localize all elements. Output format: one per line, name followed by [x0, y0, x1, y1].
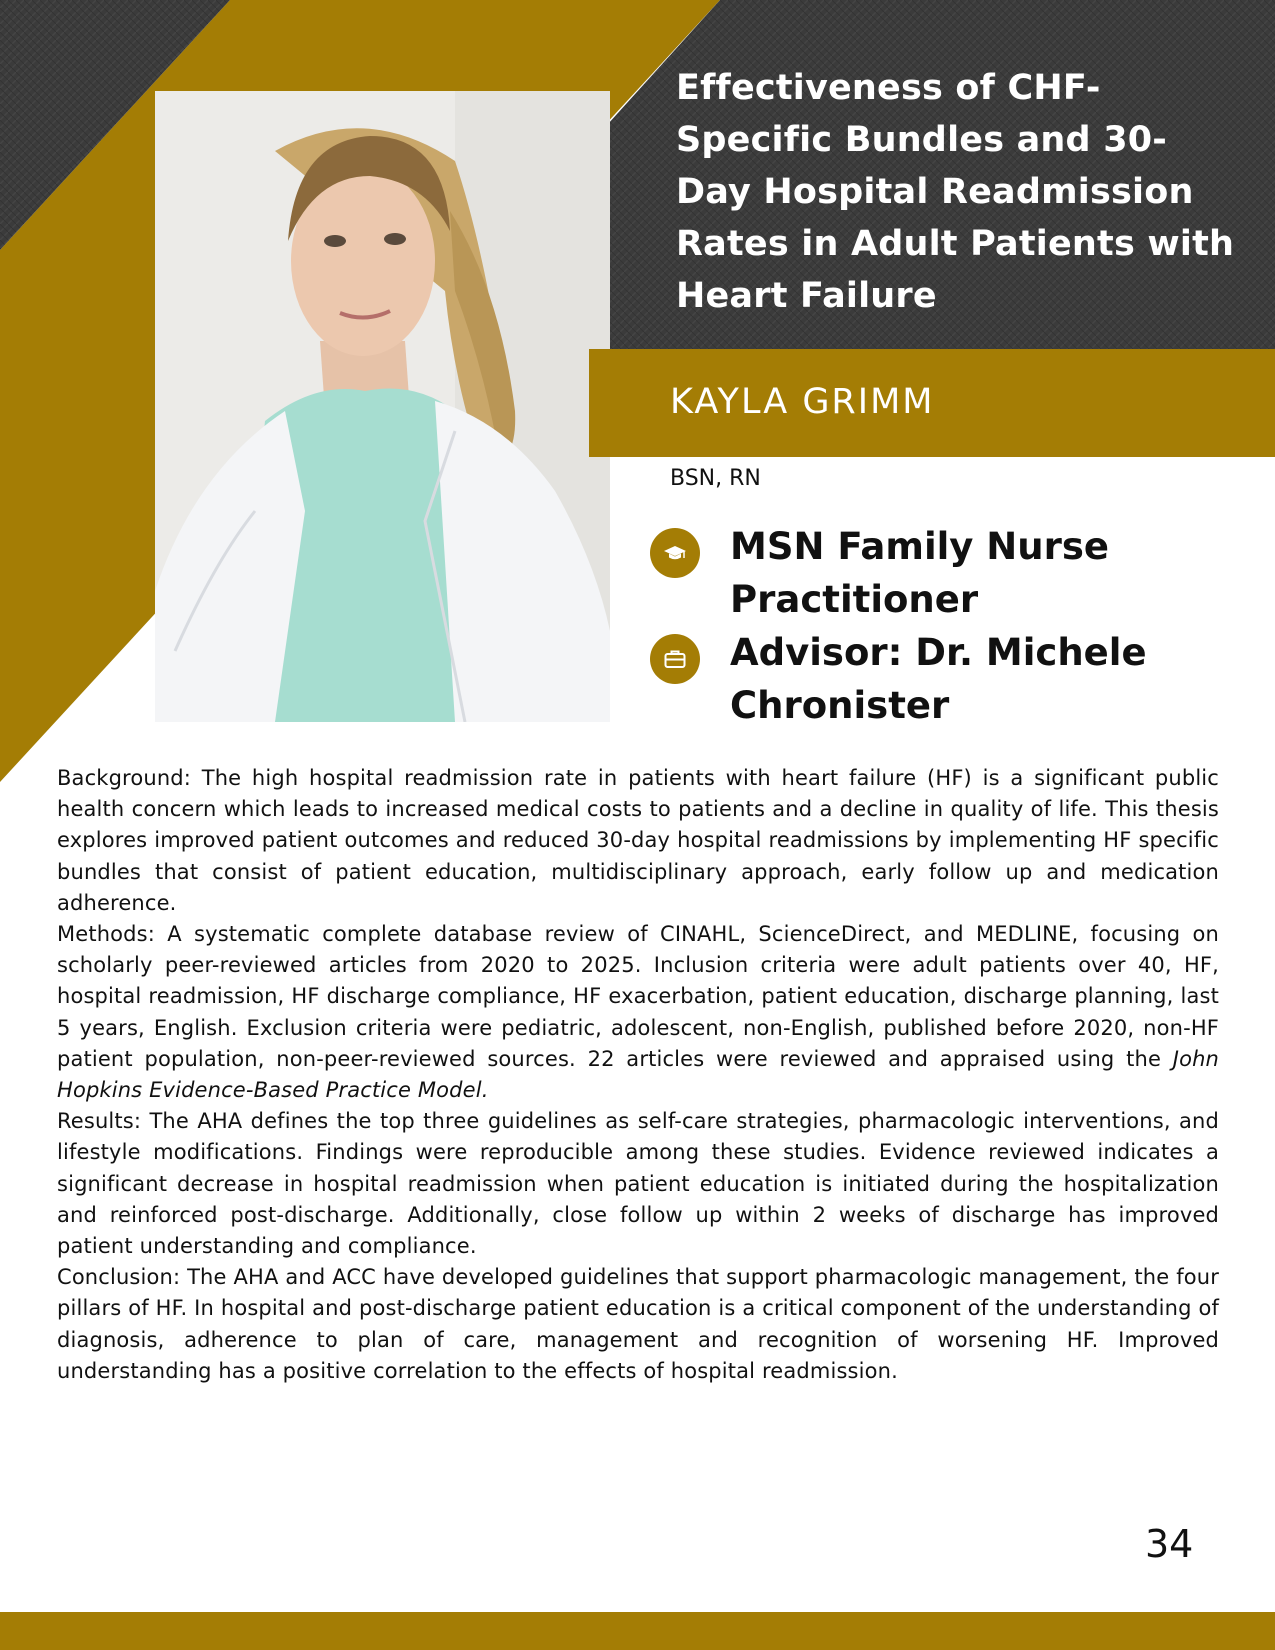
abstract-conclusion: Conclusion: The AHA and ACC have developed guidelines that support pharmacologic management, the four pillars of HF. In hospital and post-discharge patient education is a critical component of the understanding of diagnosis, adherence to plan of care, management and recognition of worsening HF. Improved understanding has a positive correlation to the effects of hospital readmission. [57, 1265, 1219, 1383]
graduation-cap-icon [650, 528, 700, 578]
advisor-row [650, 626, 1250, 732]
credentials: BSN, RN [670, 466, 761, 491]
advisor-text: Advisor: Dr. Michele Chronister [730, 631, 1147, 727]
abstract [57, 763, 1219, 1387]
page-number: 34 [1145, 1522, 1194, 1566]
degree-row [650, 520, 1250, 626]
portrait-photo [155, 91, 610, 722]
degree-text: MSN Family Nurse Practitioner [730, 525, 1109, 621]
poster-title: Effectiveness of CHF-Specific Bundles and 30-Day Hospital Readmission Rates in Adult Patients with Heart Failure [676, 68, 1235, 316]
abstract-methods-text: Methods: A systematic complete database review of CINAHL, ScienceDirect, and MEDLINE, focusing on scholarly peer-reviewed articles from 2020 to 2025. Inclusion criteria were adult patients over 40, HF, hospital readmission, HF discharge compliance, HF exacerbation, patient education, discharge planning, last 5 years, English. Exclusion criteria were pediatric, adolescent, non-English, published before 2020, non-HF patient population, non-peer-reviewed sources. 22 articles were reviewed and appraised using the [57, 922, 1219, 1071]
abstract-results: Results: The AHA defines the top three guidelines as self-care strategies, pharmacologic interventions, and lifestyle modifications. Findings were reproducible among these studies. Evidence reviewed indicates a significant decrease in hospital readmission when patient education is initiated during the hospitalization and reinforced post-discharge. Additionally, close follow up within 2 weeks of discharge has improved patient understanding and compliance. [57, 1109, 1219, 1259]
name-banner [589, 349, 1275, 457]
briefcase-icon [650, 634, 700, 684]
abstract-methods-model: John Hopkins Evidence-Based Practice Model. [57, 1046, 1219, 1103]
abstract-background: Background: The high hospital readmission rate in patients with heart failure (HF) is a significant public health concern which leads to increased medical costs to patients and a decline in quality of life. This thesis explores improved patient outcomes and reduced 30-day hospital readmissions by implementing HF specific bundles that consist of patient education, multidisciplinary approach, early follow up and medication adherence. [57, 766, 1219, 915]
presenter-name: KAYLA GRIMM [670, 382, 935, 422]
footer-bar [0, 1612, 1275, 1650]
abstract-methods [57, 919, 1219, 1106]
